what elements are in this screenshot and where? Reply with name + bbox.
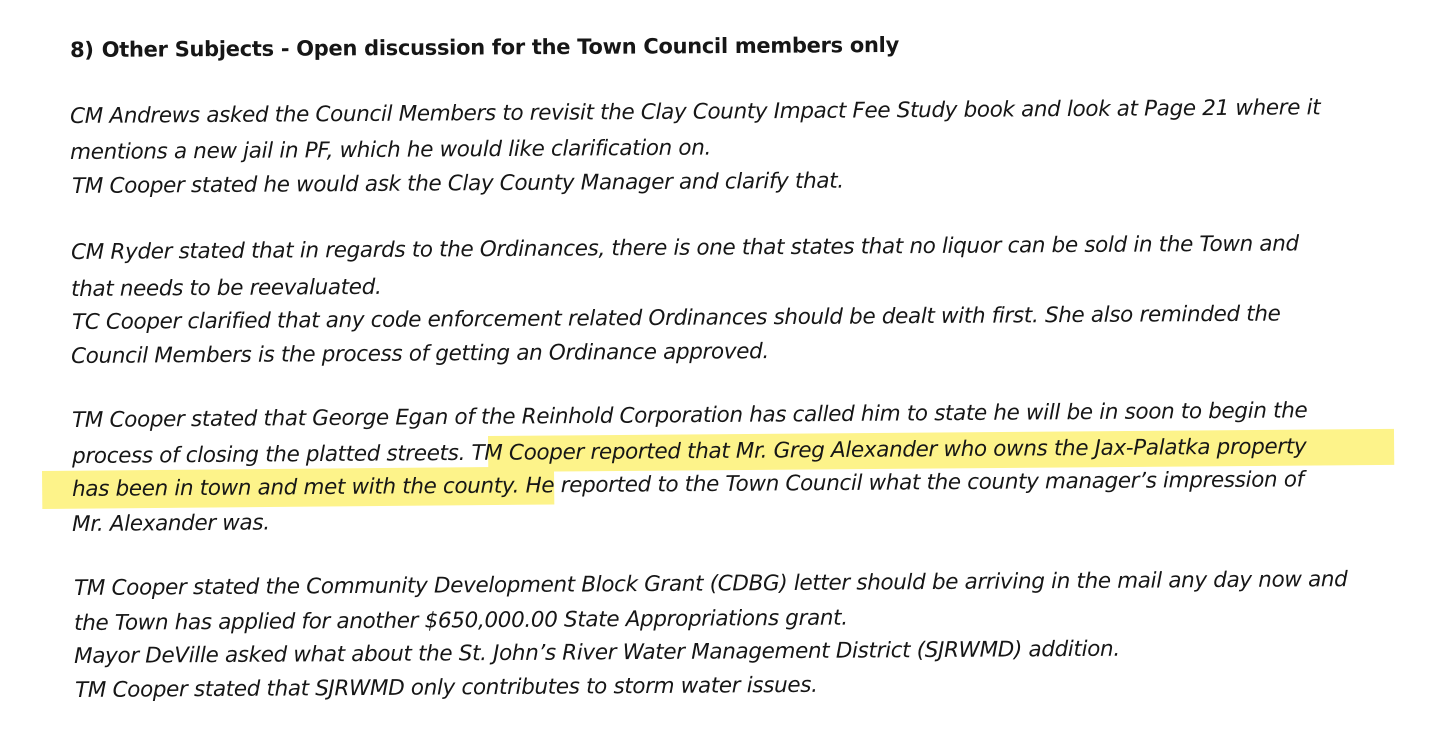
paragraph-4-line-2: the Town has applied for another $650,000.00 State Appropriations grant. (74, 605, 848, 636)
paragraph-3-line-1: TM Cooper stated that George Egan of the Reinhold Corporation has called him to state he will be in soon to begin the (72, 398, 1308, 433)
highlighted-text-2: has been in town and met with the county. (72, 473, 520, 502)
paragraph-2-line-1: CM Ryder stated that in regards to the Ordinances, there is one that states that no liquor can be sold in the Town and (71, 231, 1299, 265)
paragraph-3-line-2-plain: process of closing the platted streets. (72, 440, 472, 469)
paragraph-4-line-1: TM Cooper stated the Community Development Block Grant (CDBG) letter should be arriving in the mail any day now and (74, 567, 1348, 601)
paragraph-1-line-2: mentions a new jail in PF, which he would like clarification on. (70, 135, 712, 165)
paragraph-1-line-1: CM Andrews asked the Council Members to revisit the Clay County Impact Fee Study book and look at Page 21 where it (70, 95, 1321, 129)
paragraph-2-line-3: TC Cooper clarified that any code enforcement related Ordinances should be dealt with first. She also reminded the (72, 301, 1281, 335)
section-title: Other Subjects - Open discussion for the Town Council members only (101, 32, 899, 62)
paragraph-1-line-3: TM Cooper stated he would ask the Clay County Manager and clarify that. (72, 168, 844, 199)
paragraph-4-line-3: Mayor DeVille asked what about the St. John’s River Water Management District (SJRWMD) addition. (74, 636, 1120, 669)
section-number: 8) (70, 37, 94, 62)
paragraph-2-line-4: Council Members is the process of getting an Ordinance approved. (71, 339, 769, 369)
highlighted-text-1: TM Cooper reported that Mr. Greg Alexander who owns the Jax-Palatka property (471, 434, 1307, 466)
paragraph-2-line-2: that needs to be reevaluated. (71, 274, 382, 302)
section-heading (70, 33, 899, 62)
paragraph-4-line-4: TM Cooper stated that SJRWMD only contributes to storm water issues. (75, 672, 818, 703)
paragraph-3-line-4: Mr. Alexander was. (72, 510, 270, 537)
paragraph-3-line-3-plain: He reported to the Town Council what the county manager’s impression of (518, 467, 1304, 499)
